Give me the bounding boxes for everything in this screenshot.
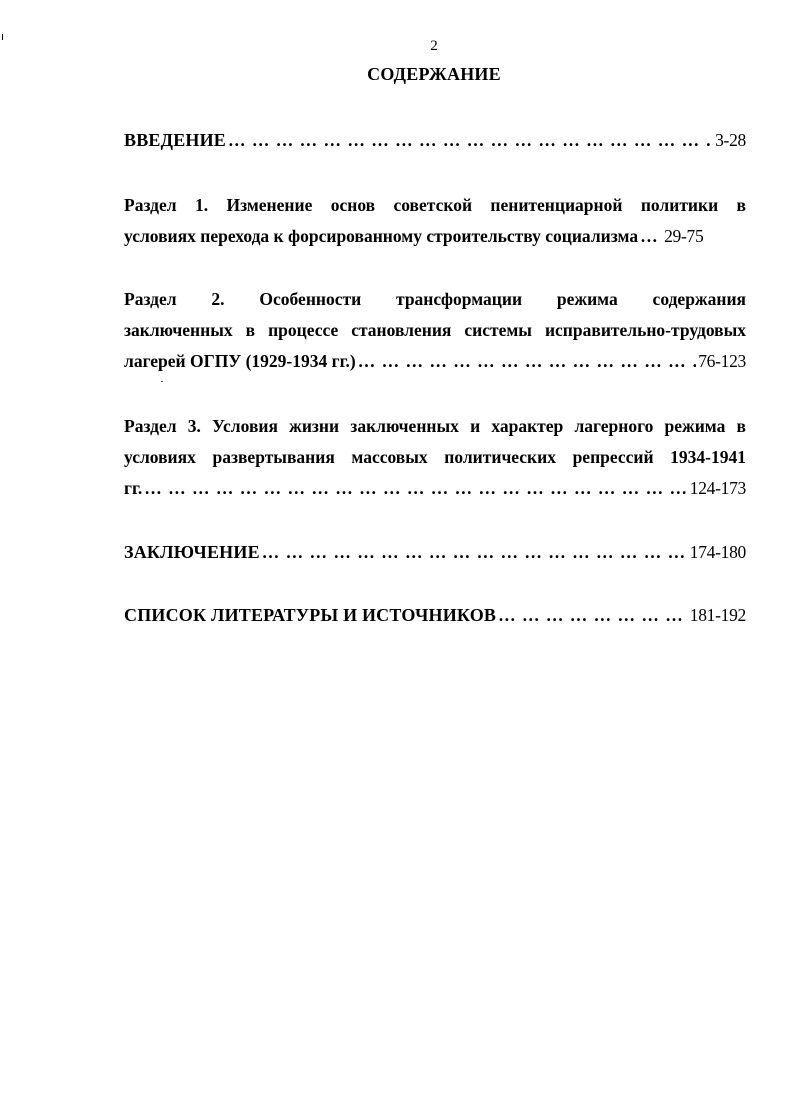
toc-entry-line: гг. bbox=[124, 478, 143, 498]
toc-entry-line: Раздел 3. Условия жизни заключенных и характер лагерного режима в bbox=[124, 416, 746, 436]
scan-speck bbox=[161, 381, 163, 382]
toc-entry-pages: 29-75 bbox=[664, 226, 704, 246]
toc-entry-section-3 bbox=[124, 411, 746, 504]
page-number: 2 bbox=[430, 38, 438, 54]
toc-entry-title: ЗАКЛЮЧЕНИЕ bbox=[124, 542, 260, 562]
toc-entry-pages: 181-192 bbox=[689, 605, 746, 625]
toc-entry-section-1 bbox=[124, 190, 746, 252]
dot-leader bbox=[358, 346, 696, 377]
dot-leader bbox=[228, 125, 713, 156]
toc-entry-introduction bbox=[124, 125, 746, 156]
toc-entry-line: условиях развертывания массовых политических репрессий 1934-1941 bbox=[124, 447, 746, 467]
toc-entry-pages: 174-180 bbox=[689, 542, 746, 562]
toc-entry-title: СПИСОК ЛИТЕРАТУРЫ И ИСТОЧНИКОВ bbox=[124, 605, 497, 625]
dot-leader bbox=[498, 600, 688, 631]
dot-leader bbox=[144, 473, 687, 504]
toc-entry-line: Раздел 2. Особенности трансформации режима содержания bbox=[124, 289, 746, 309]
toc-entry-conclusion bbox=[124, 537, 746, 568]
toc-entry-section-2 bbox=[124, 284, 746, 377]
toc-entry-title: ВВЕДЕНИЕ bbox=[124, 130, 227, 150]
dot-leader bbox=[640, 221, 662, 252]
toc-entry-pages: 76-123 bbox=[698, 351, 746, 371]
toc-entry-pages: 124-173 bbox=[689, 478, 746, 498]
toc-entry-line: лагерей ОГПУ (1929-1934 гг.) bbox=[124, 351, 356, 371]
toc-entry-line: заключенных в процессе становления системы исправительно-трудовых bbox=[124, 320, 746, 340]
contents-heading: СОДЕРЖАНИЕ bbox=[367, 64, 501, 84]
toc-entry-line: условиях перехода к форсированному строительству социализма bbox=[124, 226, 639, 246]
toc-entry-line: Раздел 1. Изменение основ советской пенитенциарной политики в bbox=[124, 195, 746, 215]
dot-leader bbox=[262, 537, 688, 568]
toc-entry-literature bbox=[124, 600, 746, 631]
toc-entry-pages: 3-28 bbox=[715, 130, 746, 150]
